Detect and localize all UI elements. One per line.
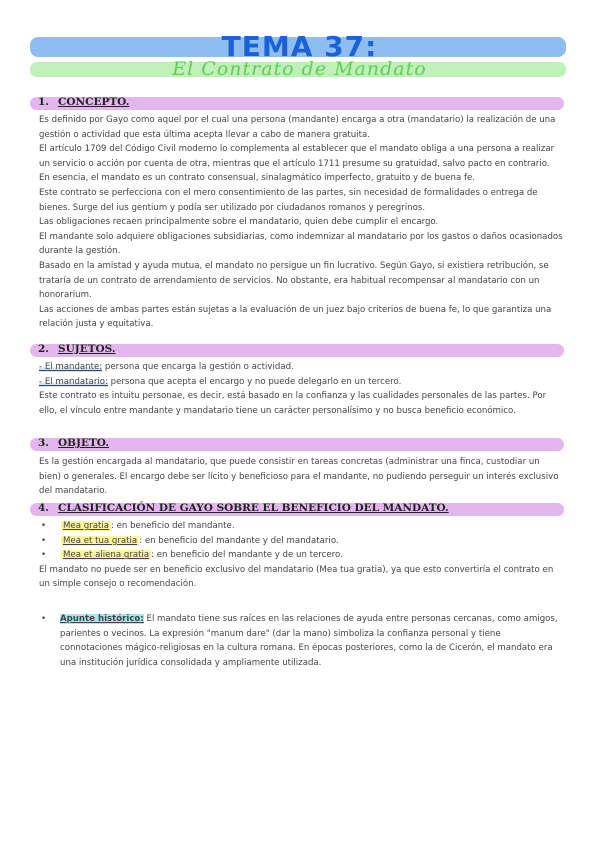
- section-2-body: [39, 360, 563, 418]
- section-title: SUJETOS.: [58, 343, 116, 355]
- paragraph: Basado en la amistad y ayuda mutua, el mandato no persigue un fin lucrativo. Según Gayo, si existiera retribución, se trataría de un contrato de arrendamiento de servicios. No obstante, era habitual recompensar al mandatario con un honorarium.: [39, 260, 549, 301]
- list-item: [39, 375, 563, 390]
- paragraph: Las acciones de ambas partes están sujetas a la evaluación de un juez bajo criterios de buena fe, lo que garantiza una relación justa y equitativa.: [39, 304, 552, 330]
- term-text: : en beneficio del mandante.: [110, 521, 235, 531]
- term-label: - El mandatario:: [39, 376, 108, 387]
- bullet-item: [39, 519, 563, 534]
- section-title: CLASIFICACIÓN DE GAYO SOBRE EL BENEFICIO DEL MANDATO.: [58, 502, 449, 514]
- note-body: [39, 612, 559, 670]
- section-4-body: [39, 519, 563, 592]
- section-title: CONCEPTO.: [58, 96, 130, 108]
- bullet-icon: •: [41, 614, 47, 624]
- paragraph: El artículo 1709 del Código Civil moderno lo complementa al establecer que el mandato obliga a una persona a realizar un servicio o acción por cuenta de otra, mientras que el artículo 1711 presume su gratuidad, salvo pacto en contrario.: [39, 144, 555, 169]
- page-title: TEMA 37:: [221, 30, 378, 63]
- paragraph: Es definido por Gayo como aquel por el cual una persona (mandante) encarga a otra (mandatario) la realización de una gestión o actividad que esta última acepta llevar a cabo de manera gratuita.: [39, 115, 556, 140]
- bullet-icon: •: [41, 521, 47, 531]
- list-item: [39, 360, 563, 375]
- section-number: 4.: [38, 502, 49, 514]
- section-4-heading: [38, 502, 449, 514]
- section-3-bar: [30, 438, 564, 451]
- paragraph: Las obligaciones recaen principalmente sobre el mandatario, quien debe cumplir el encargo.: [39, 217, 439, 228]
- term-label: Mea et tua gratia: [63, 535, 138, 546]
- paragraph: Es la gestión encargada al mandatario, que puede consistir en tareas concretas (administrar una finca, custodiar un bien) o generales. El encargo debe ser lícito y beneficioso para el mandante, no pudiendo perseguir un interés exclusivo del mandatario.: [39, 457, 559, 497]
- paragraph: Este contrato es intuitu personae, es decir, está basado en la confianza y las cualidades personales de las partes. Por ello, el vínculo entre mandante y mandatario tiene un carácter personalísimo y no busca beneficio económico.: [39, 391, 547, 416]
- section-1-body: [39, 113, 563, 332]
- paragraph: En esencia, el mandato es un contrato consensual, sinalagmático imperfecto, gratuito y de buena fe.: [39, 173, 476, 184]
- note-text: El mandato tiene sus raíces en las relaciones de ayuda entre personas cercanas, como amigos, parientes o vecinos. La expresión "manum dare" (dar la mano) simboliza la confianza personal y tiene connotaciones mágico-religiosas en la cultura romana. En épocas posteriores, como la de Cicerón, el mandato era una institución jurídica consolidada y ampliamente utilizada.: [60, 614, 558, 668]
- section-number: 1.: [38, 96, 49, 108]
- section-3-heading: [38, 437, 109, 449]
- bullet-icon: •: [41, 550, 47, 561]
- page-subtitle: El Contrato de Mandato: [172, 58, 427, 80]
- historical-note: [39, 612, 559, 670]
- term-label: Mea et aliena gratia: [63, 550, 150, 561]
- paragraph: El mandante solo adquiere obligaciones subsidiarias, como indemnizar al mandatario por los gastos o daños ocasionados durante la gestión.: [39, 231, 563, 257]
- section-title: OBJETO.: [58, 437, 109, 449]
- paragraph: El mandato no puede ser en beneficio exclusivo del mandatario (Mea tua gratia), ya que esto convertiría el contrato en un simple consejo o recomendación.: [39, 564, 554, 590]
- section-1-heading: [38, 96, 129, 108]
- paragraph: Este contrato se perfecciona con el mero consentimiento de las partes, sin necesidad de formalidades o entrega de bienes. Surge del ius gentium y podía ser utilizado por ciudadanos romanos y peregrinos.: [39, 187, 538, 213]
- term-label: - El mandante:: [39, 362, 103, 372]
- term-text: persona que acepta el encargo y no puede delegarlo en un tercero.: [107, 376, 402, 387]
- bullet-icon: •: [41, 535, 47, 546]
- section-2-heading: [38, 343, 116, 355]
- section-3-body: [39, 455, 563, 499]
- term-text: : en beneficio del mandante y de un tercero.: [151, 550, 343, 561]
- section-number: 3.: [38, 437, 49, 449]
- note-label: Apunte histórico:: [60, 614, 144, 624]
- section-number: 2.: [38, 343, 49, 355]
- term-text: persona que encarga la gestión o actividad.: [102, 362, 294, 372]
- bullet-item: [39, 548, 563, 563]
- term-text: : en beneficio del mandante y del mandatario.: [139, 535, 339, 546]
- term-label: Mea gratia: [63, 521, 109, 531]
- bullet-item: [39, 534, 563, 549]
